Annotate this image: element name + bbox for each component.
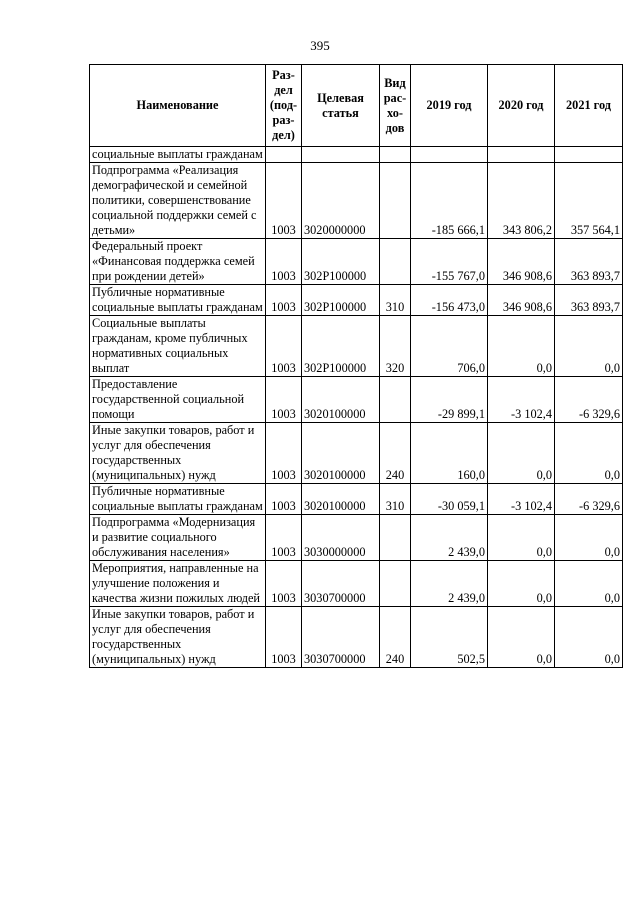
cell-2020: 0,0 [488, 423, 555, 484]
header-2019: 2019 год [411, 65, 488, 147]
cell-2020: -3 102,4 [488, 484, 555, 515]
cell-2021: 363 893,7 [555, 285, 623, 316]
cell-target: 3020000000 [302, 163, 380, 239]
table-row [90, 484, 623, 515]
cell-name: Иные закупки товаров, работ и услуг для обеспечения государственных (муниципальных) нужд [90, 423, 266, 484]
cell-section: 1003 [266, 484, 302, 515]
cell-2019: 2 439,0 [411, 561, 488, 607]
table-row [90, 515, 623, 561]
cell-type [380, 377, 411, 423]
table-row [90, 561, 623, 607]
cell-target: 3030000000 [302, 515, 380, 561]
cell-name: Федеральный проект «Финансовая поддержка семей при рождении детей» [90, 239, 266, 285]
table-row [90, 423, 623, 484]
cell-2020: 0,0 [488, 316, 555, 377]
cell-name: Публичные нормативные социальные выплаты гражданам [90, 484, 266, 515]
cell-2021 [555, 147, 623, 163]
cell-2019: 2 439,0 [411, 515, 488, 561]
cell-2019 [411, 147, 488, 163]
cell-2021: 0,0 [555, 561, 623, 607]
cell-name: Публичные нормативные социальные выплаты гражданам [90, 285, 266, 316]
header-name: Наименование [90, 65, 266, 147]
budget-table [89, 64, 623, 668]
cell-target: 3020100000 [302, 484, 380, 515]
cell-2021: 0,0 [555, 607, 623, 668]
table-row [90, 147, 623, 163]
cell-section: 1003 [266, 377, 302, 423]
cell-section: 1003 [266, 607, 302, 668]
cell-section: 1003 [266, 316, 302, 377]
header-2020: 2020 год [488, 65, 555, 147]
cell-2020 [488, 147, 555, 163]
table-row [90, 285, 623, 316]
cell-target: 302P100000 [302, 285, 380, 316]
cell-name: Подпрограмма «Реализация демографической и семейной политики, совершенствование социальной поддержки семей с детьми» [90, 163, 266, 239]
cell-2021: 0,0 [555, 515, 623, 561]
cell-type [380, 239, 411, 285]
cell-section: 1003 [266, 163, 302, 239]
cell-section [266, 147, 302, 163]
cell-2021: 0,0 [555, 316, 623, 377]
cell-name: Подпрограмма «Модернизация и развитие социального обслуживания населения» [90, 515, 266, 561]
cell-target: 3020100000 [302, 423, 380, 484]
cell-section: 1003 [266, 515, 302, 561]
cell-type: 320 [380, 316, 411, 377]
cell-target: 3030700000 [302, 561, 380, 607]
header-type: Вид рас- хо- дов [380, 65, 411, 147]
cell-target [302, 147, 380, 163]
cell-type: 310 [380, 484, 411, 515]
table-row [90, 316, 623, 377]
cell-2021: -6 329,6 [555, 484, 623, 515]
cell-type: 240 [380, 423, 411, 484]
cell-name: Социальные выплаты гражданам, кроме публичных нормативных социальных выплат [90, 316, 266, 377]
cell-target: 3030700000 [302, 607, 380, 668]
cell-type [380, 147, 411, 163]
cell-2020: -3 102,4 [488, 377, 555, 423]
cell-type [380, 163, 411, 239]
cell-section: 1003 [266, 561, 302, 607]
table-header-row [90, 65, 623, 147]
cell-section: 1003 [266, 423, 302, 484]
header-target: Целевая статья [302, 65, 380, 147]
cell-2021: 363 893,7 [555, 239, 623, 285]
header-2021: 2021 год [555, 65, 623, 147]
cell-target: 302P100000 [302, 316, 380, 377]
cell-2020: 346 908,6 [488, 285, 555, 316]
table-row [90, 377, 623, 423]
cell-2019: -156 473,0 [411, 285, 488, 316]
cell-type: 310 [380, 285, 411, 316]
cell-name: Мероприятия, направленные на улучшение положения и качества жизни пожилых людей [90, 561, 266, 607]
cell-section: 1003 [266, 285, 302, 316]
cell-2019: 502,5 [411, 607, 488, 668]
cell-2021: -6 329,6 [555, 377, 623, 423]
table-row [90, 163, 623, 239]
cell-2020: 346 908,6 [488, 239, 555, 285]
cell-2021: 0,0 [555, 423, 623, 484]
page-number: 395 [310, 38, 330, 53]
cell-2020: 0,0 [488, 515, 555, 561]
table-row [90, 607, 623, 668]
cell-2020: 343 806,2 [488, 163, 555, 239]
cell-name: Иные закупки товаров, работ и услуг для обеспечения государственных (муниципальных) нужд [90, 607, 266, 668]
cell-2019: -155 767,0 [411, 239, 488, 285]
header-section: Раз- дел (под- раз- дел) [266, 65, 302, 147]
cell-2021: 357 564,1 [555, 163, 623, 239]
cell-name: Предоставление государственной социальной помощи [90, 377, 266, 423]
cell-name: социальные выплаты гражданам [90, 147, 266, 163]
table-row [90, 239, 623, 285]
cell-target: 302P100000 [302, 239, 380, 285]
cell-target: 3020100000 [302, 377, 380, 423]
cell-2019: -30 059,1 [411, 484, 488, 515]
cell-2019: 160,0 [411, 423, 488, 484]
cell-2019: -29 899,1 [411, 377, 488, 423]
cell-type: 240 [380, 607, 411, 668]
cell-type [380, 515, 411, 561]
cell-section: 1003 [266, 239, 302, 285]
cell-2020: 0,0 [488, 607, 555, 668]
cell-2019: 706,0 [411, 316, 488, 377]
cell-2020: 0,0 [488, 561, 555, 607]
cell-2019: -185 666,1 [411, 163, 488, 239]
cell-type [380, 561, 411, 607]
